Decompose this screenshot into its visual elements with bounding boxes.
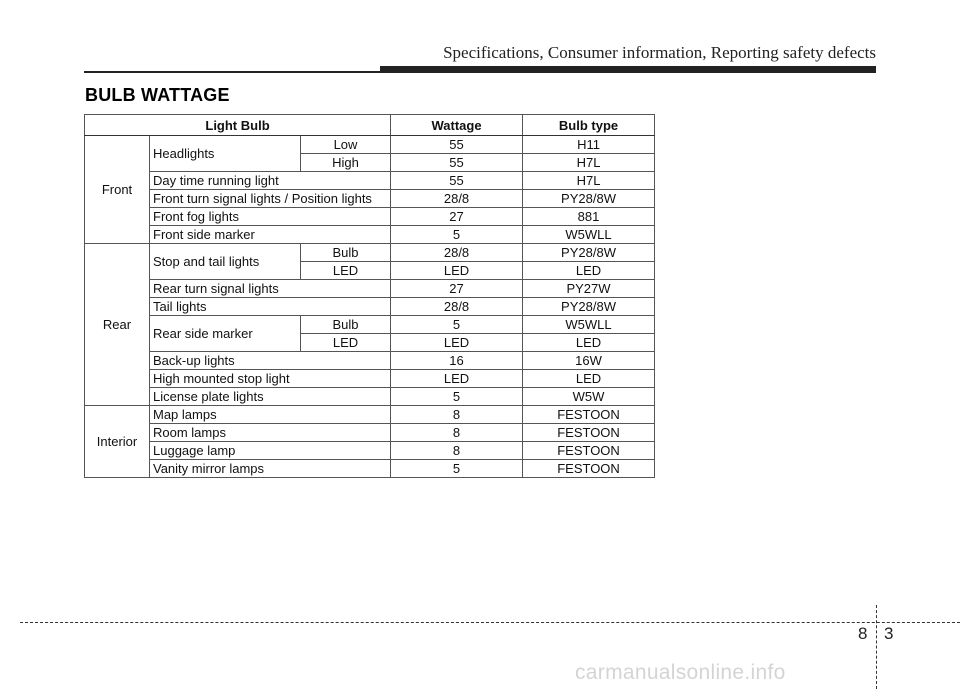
row-type: H7L [523, 172, 655, 190]
row-type: PY27W [523, 280, 655, 298]
row-sub: LED [301, 334, 391, 352]
row-wattage: 55 [391, 136, 523, 154]
row-type: W5W [523, 388, 655, 406]
row-wattage: 5 [391, 460, 523, 478]
row-type: LED [523, 370, 655, 388]
group-front: Front [85, 136, 150, 244]
row-wattage: 55 [391, 154, 523, 172]
row-type: H7L [523, 154, 655, 172]
table-row [85, 172, 655, 190]
chapter-number: 8 [858, 624, 868, 643]
row-item: Rear turn signal lights [150, 280, 391, 298]
page-number: 3 [884, 624, 894, 643]
row-item: Day time running light [150, 172, 391, 190]
watermark: carmanualsonline.info [575, 661, 786, 684]
group-rear: Rear [85, 244, 150, 406]
row-wattage: 5 [391, 316, 523, 334]
header-rule-thick [380, 66, 876, 73]
table-row [85, 388, 655, 406]
header-title: Specifications, Consumer information, Reporting safety defects [443, 43, 876, 62]
table-row [85, 226, 655, 244]
row-wattage: 28/8 [391, 244, 523, 262]
header-bulb-type: Bulb type [523, 115, 655, 136]
row-wattage: 5 [391, 226, 523, 244]
row-item: Map lamps [150, 406, 391, 424]
row-item: Front side marker [150, 226, 391, 244]
table-row [85, 424, 655, 442]
row-item: Room lamps [150, 424, 391, 442]
row-type: FESTOON [523, 460, 655, 478]
header-light-bulb: Light Bulb [85, 115, 391, 136]
table-row [85, 208, 655, 226]
row-item: High mounted stop light [150, 370, 391, 388]
header-wattage: Wattage [391, 115, 523, 136]
row-wattage: 5 [391, 388, 523, 406]
row-sub: High [301, 154, 391, 172]
row-wattage: 8 [391, 442, 523, 460]
row-wattage: 8 [391, 406, 523, 424]
group-interior: Interior [85, 406, 150, 478]
table-row [85, 136, 655, 154]
table-row [85, 280, 655, 298]
header-rule-thin [84, 71, 380, 73]
table-row [85, 406, 655, 424]
table-row [85, 298, 655, 316]
row-wattage: 28/8 [391, 298, 523, 316]
page-number-divider [876, 605, 877, 689]
row-item: Tail lights [150, 298, 391, 316]
row-sub: LED [301, 262, 391, 280]
row-type: 881 [523, 208, 655, 226]
footer-rule [20, 622, 960, 623]
row-sub: Bulb [301, 316, 391, 334]
row-type: PY28/8W [523, 298, 655, 316]
row-wattage: 55 [391, 172, 523, 190]
row-wattage: 8 [391, 424, 523, 442]
row-item: License plate lights [150, 388, 391, 406]
row-type: FESTOON [523, 406, 655, 424]
row-sub: Bulb [301, 244, 391, 262]
row-wattage: LED [391, 370, 523, 388]
row-type: W5WLL [523, 316, 655, 334]
table-row [85, 460, 655, 478]
table-row [85, 190, 655, 208]
table-header-row [85, 115, 655, 136]
row-item: Luggage lamp [150, 442, 391, 460]
table-row [85, 352, 655, 370]
row-type: PY28/8W [523, 244, 655, 262]
row-type: PY28/8W [523, 190, 655, 208]
row-item: Stop and tail lights [150, 244, 301, 280]
row-sub: Low [301, 136, 391, 154]
row-wattage: 27 [391, 208, 523, 226]
row-type: 16W [523, 352, 655, 370]
row-type: H11 [523, 136, 655, 154]
row-type: FESTOON [523, 442, 655, 460]
row-type: LED [523, 334, 655, 352]
row-item: Back-up lights [150, 352, 391, 370]
row-item: Rear side marker [150, 316, 301, 352]
row-wattage: LED [391, 334, 523, 352]
table-row [85, 442, 655, 460]
row-item: Front fog lights [150, 208, 391, 226]
row-item: Vanity mirror lamps [150, 460, 391, 478]
row-wattage: 16 [391, 352, 523, 370]
table-row [85, 244, 655, 262]
row-item: Front turn signal lights / Position lights [150, 190, 391, 208]
row-wattage: LED [391, 262, 523, 280]
section-title: BULB WATTAGE [85, 85, 230, 105]
row-wattage: 27 [391, 280, 523, 298]
row-type: FESTOON [523, 424, 655, 442]
row-item: Headlights [150, 136, 301, 172]
row-type: W5WLL [523, 226, 655, 244]
table-row [85, 370, 655, 388]
row-type: LED [523, 262, 655, 280]
row-wattage: 28/8 [391, 190, 523, 208]
bulb-wattage-table [84, 114, 655, 478]
table-row [85, 316, 655, 334]
